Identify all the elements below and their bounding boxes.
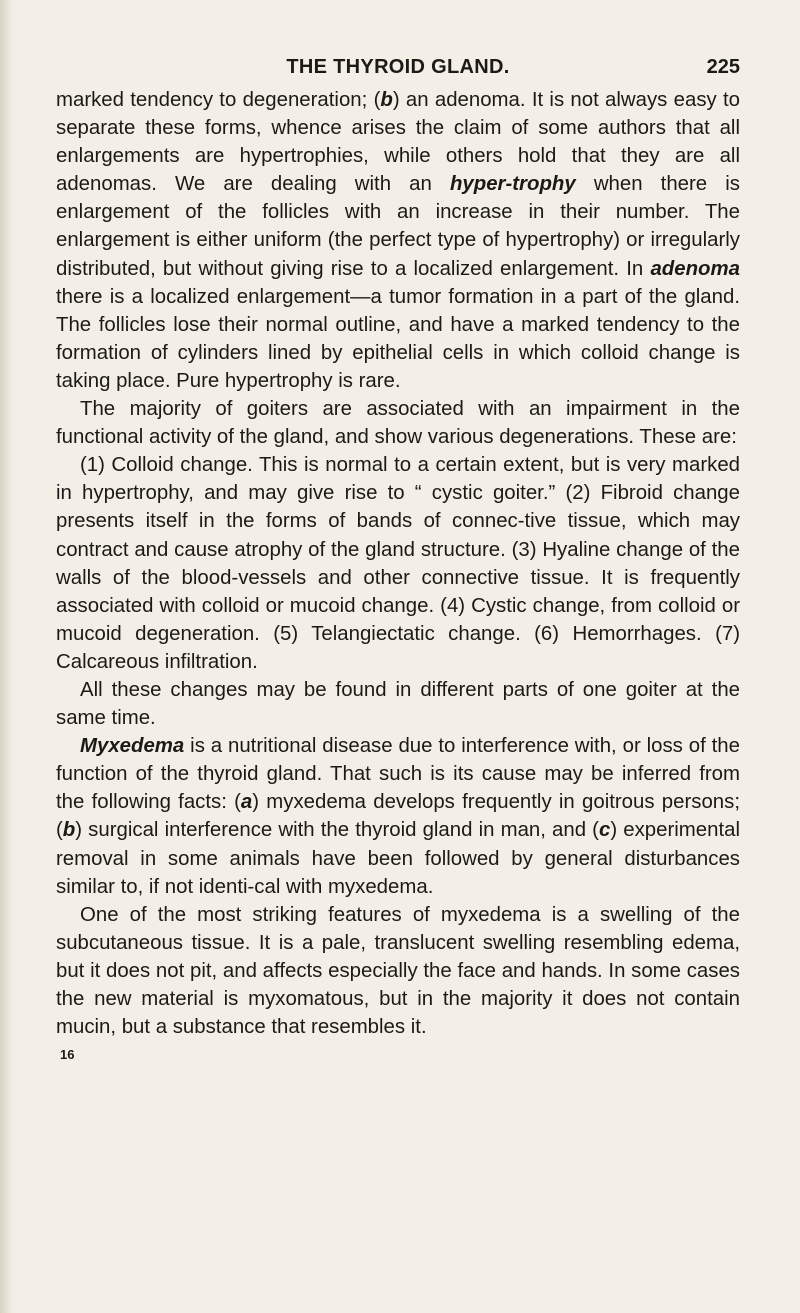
paragraph-5 (56, 732, 740, 901)
paragraph-3 (56, 451, 740, 676)
text-run: there is a localized enlargement—a tumor formation in a part of the gland. The follicles lose their normal outline, and have a marked tendency to the formation of cylinders lined by epithelial cells in which colloid change is taking place. Pure hypertrophy is rare. (56, 285, 740, 392)
signature-mark: 16 (60, 1047, 75, 1063)
page-header (56, 52, 740, 86)
italic-term: adenoma (650, 257, 740, 280)
text-run: when there is enlargement of the follicles with an increase in their number. The enlargement is either uniform (the perfect type of hypertrophy) or irregularly distributed, but without giving rise to a localized enlargement. In (56, 173, 740, 280)
running-head: THE THYROID GLAND. (286, 56, 510, 78)
italic-term: b (380, 89, 393, 111)
paragraph-2 (56, 395, 740, 451)
book-page (56, 52, 740, 1062)
text-run: All these changes may be found in different parts of one goiter at the same time. (56, 678, 740, 730)
text-run: The majority of goiters are associated with an impairment in the functional activity of the gland, and show various degenerations. These are: (56, 398, 740, 449)
paragraph-1 (56, 86, 740, 395)
italic-term: a (240, 791, 253, 814)
page-number: 225 (706, 56, 740, 78)
text-run: (1) Colloid change. This is normal to a certain extent, but is very marked in hypertrophy, and may give rise to “ cystic goiter.” (2) Fibroid change presents itself in the forms of bands of connec-tive tissue, which may contract and cause atrophy of the gland structure. (3) Hyaline change of the walls of the blood-vessels and other connective tissue. It is frequently associated with colloid or mucoid change. (4) Cystic change, from colloid or mucoid degeneration. (5) Telangiectatic change. (6) Hemorrhages. (7) Calcareous infiltration. (56, 454, 740, 673)
page-gutter-shadow (0, 0, 14, 1313)
italic-term: hyper-trophy (449, 173, 576, 196)
text-run: marked tendency to degeneration; ( (56, 89, 381, 111)
paragraph-4 (56, 676, 740, 732)
text-run: ) myxedema develops frequently in goitrous persons; ( (56, 791, 740, 842)
italic-term: c (598, 819, 611, 842)
text-run: ) surgical interference with the thyroid gland in man, and ( (75, 819, 599, 842)
text-run: is a nutritional disease due to interference with, or loss of the function of the thyroid gland. That such is its cause may be inferred from the following facts: ( (56, 735, 740, 814)
italic-term: Myxedema (80, 735, 185, 758)
text-run: ) an adenoma. It is not always easy to separate these forms, whence arises the claim of some authors that all enlargements are hypertrophies, while others hold that they are all adenomas. We are dealing with an (56, 89, 740, 196)
paragraph-6 (56, 901, 740, 1041)
text-run: ) experimental removal in some animals have been followed by general disturbances similar to, if not identi-cal with myxedema. (56, 819, 740, 898)
italic-term: b (62, 819, 76, 842)
text-run: One of the most striking features of myxedema is a swelling of the subcutaneous tissue. It is a pale, translucent swelling resembling edema, but it does not pit, and affects especially the face and hands. In some cases the new material is myxomatous, but in the majority it does not contain mucin, but a substance that resembles it. (56, 903, 740, 1039)
